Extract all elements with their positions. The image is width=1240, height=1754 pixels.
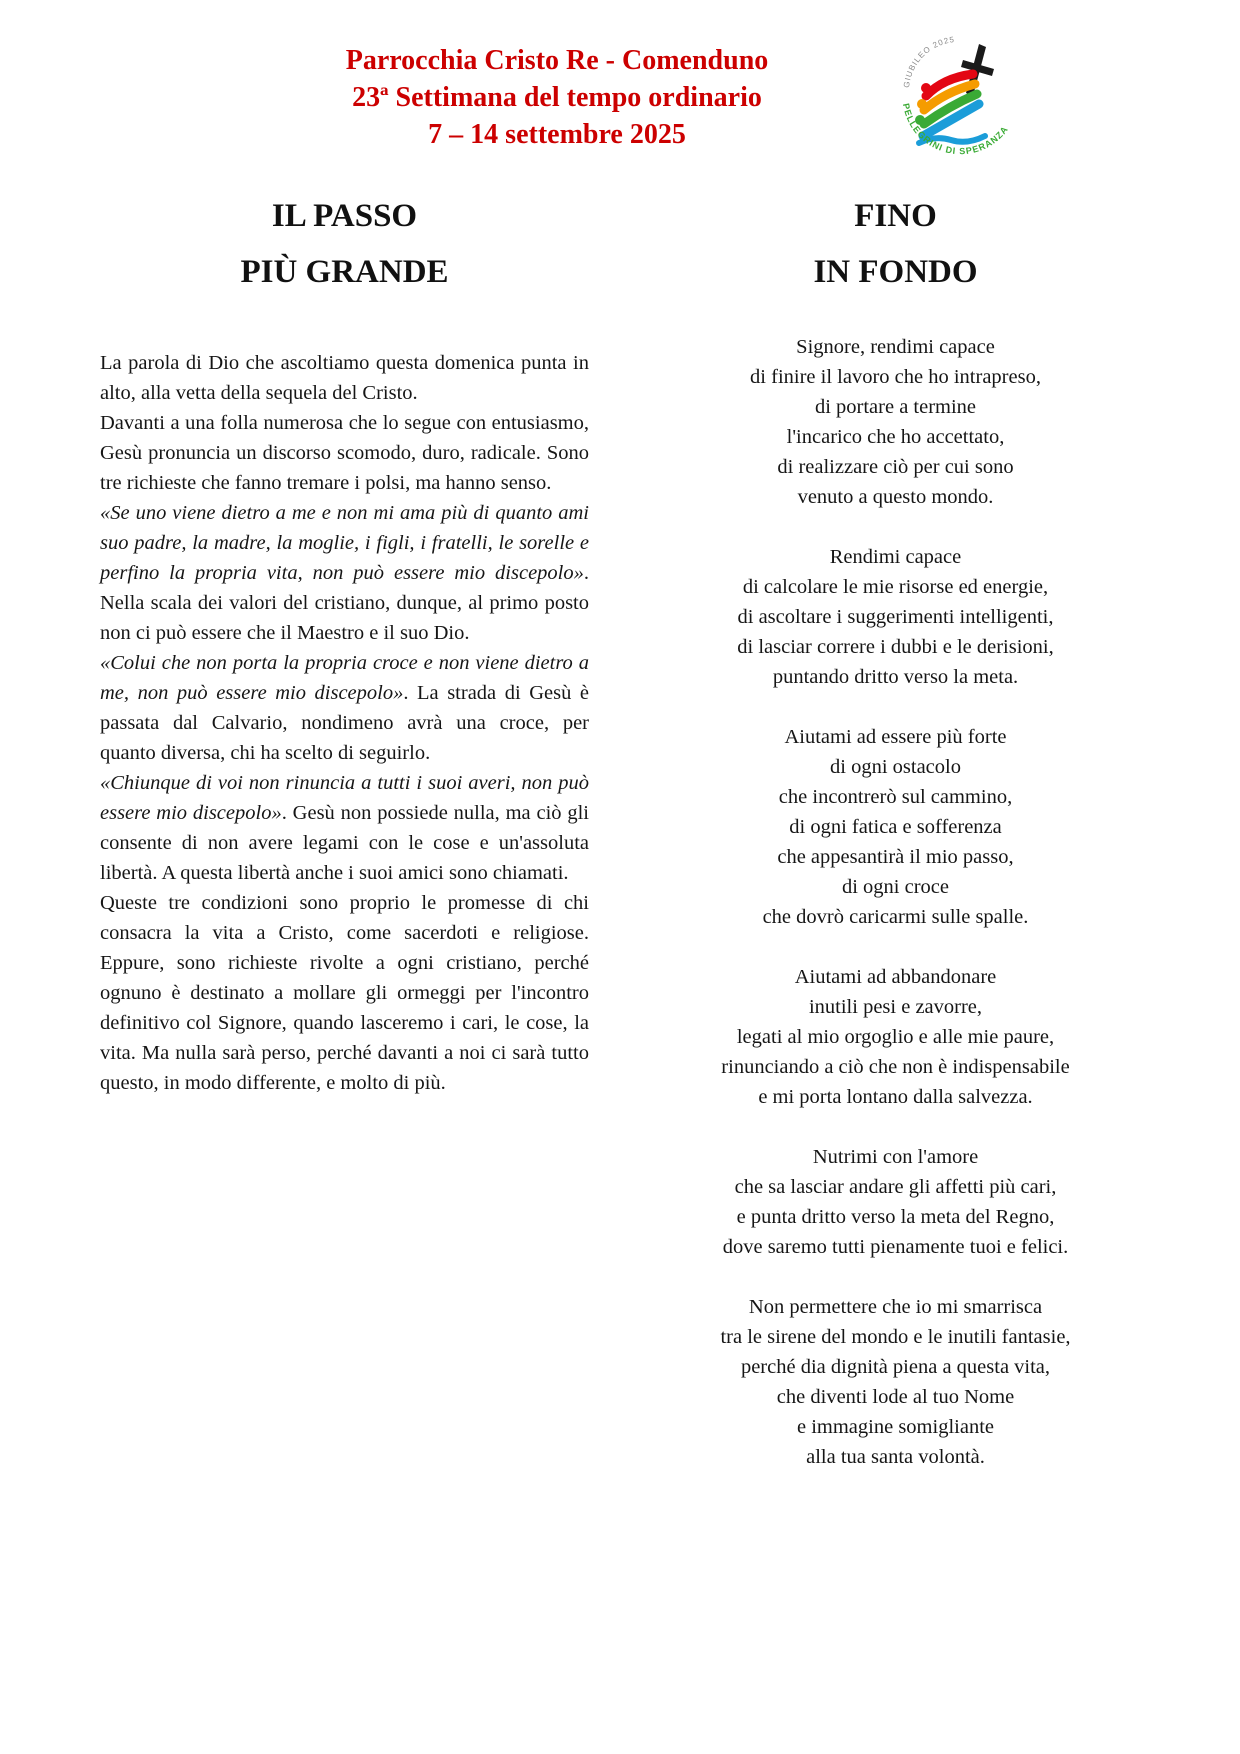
parish-title: Parrocchia Cristo Re - Comenduno xyxy=(345,45,769,76)
paragraph: Davanti a una folla numerosa che lo segue con entusiasmo, Gesù pronuncia un discorso scomodo, duro, radicale. Sono tre richieste che fanno tremare i polsi, ma hanno senso. xyxy=(100,412,589,494)
week-subtitle: 23ª Settimana del tempo ordinario xyxy=(352,82,762,113)
right-title-line2: IN FONDO xyxy=(813,254,978,290)
left-column-title xyxy=(100,188,589,300)
content-columns xyxy=(100,178,1140,1472)
svg-text:PELLEGRINI DI SPERANZA xyxy=(901,102,1010,156)
left-body xyxy=(100,348,589,1098)
paragraph: «Chiunque di voi non rinuncia a tutti i suoi averi, non può essere mio discepolo». Gesù non possiede nulla, ma ciò gli consente di non avere legami con le cose e un'assoluta libertà. A questa libertà anche i suoi amici sono chiamati. xyxy=(100,772,589,884)
paragraph: Queste tre condizioni sono proprio le promesse di chi consacra la vita a Cristo, come sacerdoti e religiose. Eppure, sono richieste rivolte a ogni cristiano, perché ognuno è destinato a mollare gli ormeggi per l'incontro definitivo col Signore, quando lasceremo i cari, le cose, la vita. Ma nulla sarà perso, perché davanti a noi ci sarà tutto questo, in modo differente, e molto di più. xyxy=(100,892,589,1094)
paragraph: La parola di Dio che ascoltiamo questa domenica punta in alto, alla vetta della sequela del Cristo. xyxy=(100,352,589,404)
logo-top-text: GIUBILEO 2025 xyxy=(901,34,956,89)
stanza: Rendimi capace di calcolare le mie risorse ed energie, di ascoltare i suggerimenti intelligenti, di lasciar correre i dubbi e le derisioni, puntando dritto verso la meta. xyxy=(737,546,1054,688)
stanza: Non permettere che io mi smarrisca tra le sirene del mondo e le inutili fantasie, perché dia dignità piena a questa vita, che diventi lode al tuo Nome e immagine somigliante alla tua santa volontà. xyxy=(720,1296,1071,1468)
header xyxy=(0,0,1240,157)
logo-bottom-text: PELLEGRINI DI SPERANZA xyxy=(900,102,1011,157)
right-body xyxy=(651,332,1140,1472)
right-title-line1: FINO xyxy=(854,198,937,234)
left-title-line2: PIÙ GRANDE xyxy=(240,254,449,290)
left-column xyxy=(100,178,589,1472)
right-column xyxy=(651,178,1140,1472)
left-title-line1: IL PASSO xyxy=(271,198,418,234)
date-range: 7 – 14 settembre 2025 xyxy=(428,119,686,150)
paragraph: «Se uno viene dietro a me e non mi ama più di quanto ami suo padre, la madre, la moglie, i figli, i fratelli, le sorelle e perfino la propria vita, non può essere mio discepolo». Nella scala dei valori del cristiano, dunque, al primo posto non ci può essere che il Maestro e il suo Dio. xyxy=(100,502,589,644)
jubilee-logo-graphic xyxy=(893,30,1029,166)
jubilee-logo xyxy=(893,30,1029,166)
stanza: Nutrimi con l'amore che sa lasciar andare gli affetti più cari, e punta dritto verso la meta del Regno, dove saremo tutti pienamente tuoi e felici. xyxy=(722,1146,1069,1258)
stanza: Aiutami ad abbandonare inutili pesi e zavorre, legati al mio orgoglio e alle mie paure, rinunciando a ciò che non è indispensabile e mi porta lontano dalla salvezza. xyxy=(721,966,1070,1108)
stanza: Aiutami ad essere più forte di ogni ostacolo che incontrerò sul cammino, di ogni fatica e sofferenza che appesantirà il mio passo, di ogni croce che dovrò caricarmi sulle spalle. xyxy=(762,726,1029,928)
paragraph: «Colui che non porta la propria croce e non viene dietro a me, non può essere mio discepolo». La strada di Gesù è passata dal Calvario, nondimeno avrà una croce, per quanto diversa, chi ha scelto di seguirlo. xyxy=(100,652,589,764)
stanza: Signore, rendimi capace di finire il lavoro che ho intrapreso, di portare a termine l'incarico che ho accettato, di realizzare ciò per cui sono venuto a questo mondo. xyxy=(750,336,1041,508)
right-column-title xyxy=(651,188,1140,300)
